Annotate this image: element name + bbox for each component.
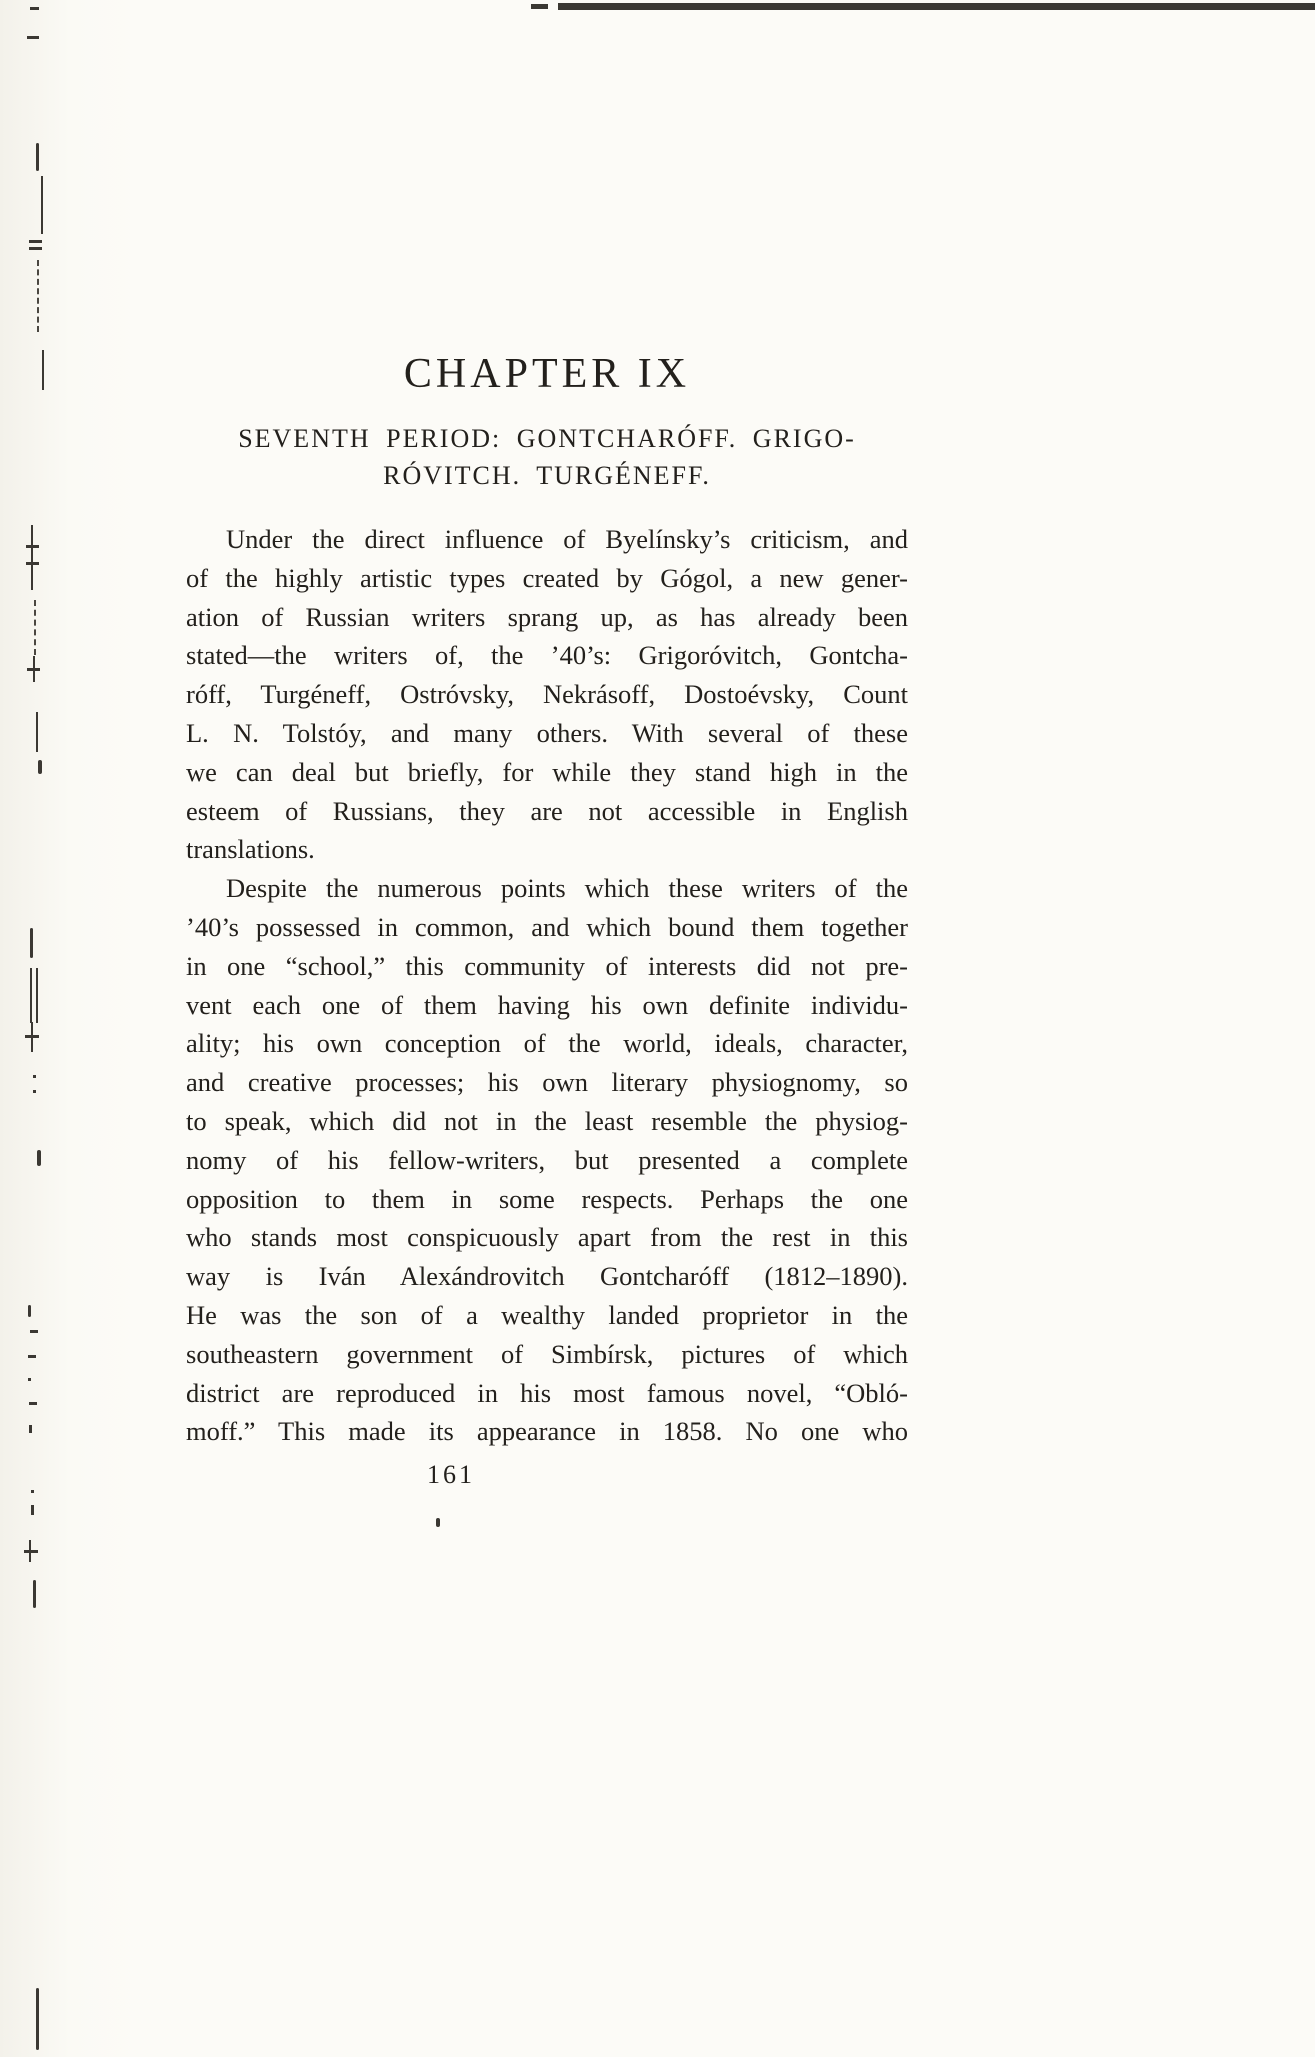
text-line: translations. bbox=[186, 834, 315, 865]
scan-artifact bbox=[31, 525, 33, 590]
scan-artifact bbox=[30, 928, 33, 958]
chapter-heading: CHAPTER IX bbox=[403, 351, 691, 397]
scan-artifact bbox=[30, 7, 39, 10]
scan-artifact bbox=[436, 1518, 440, 1527]
scan-artifact bbox=[29, 1402, 37, 1405]
scan-artifact bbox=[29, 1425, 32, 1433]
text-line: opposition to them in some respects. Perhaps the one bbox=[186, 1183, 908, 1214]
scan-artifact bbox=[36, 143, 39, 171]
text-line: way is Iván Alexándrovitch Gontcharóff (1812–1890). bbox=[186, 1261, 908, 1292]
scan-artifact bbox=[28, 1355, 36, 1358]
scan-artifact bbox=[41, 176, 43, 234]
scan-artifact bbox=[33, 1075, 36, 1078]
text-line: in one “school,” this community of interests did not pre- bbox=[186, 950, 908, 981]
text-line: L. N. Tolstóy, and many others. With several of these bbox=[186, 717, 908, 748]
text-line: we can deal but briefly, for while they stand high in the bbox=[186, 756, 908, 787]
scan-artifact bbox=[36, 968, 38, 1023]
text-line: Despite the numerous points which these writers of the bbox=[226, 873, 908, 904]
scan-artifact bbox=[28, 1378, 31, 1381]
scan-artifact bbox=[37, 1150, 41, 1166]
text-line: Under the direct influence of Byelínsky’s criticism, and bbox=[226, 524, 908, 554]
scan-artifact bbox=[37, 260, 39, 332]
text-line: who stands most conspicuously apart from the rest in this bbox=[186, 1222, 908, 1253]
page-number: 161 bbox=[427, 1460, 475, 1490]
text-line: esteem of Russians, they are not accessible in English bbox=[186, 795, 908, 826]
text-line: ality; his own conception of the world, ideals, character, bbox=[186, 1028, 908, 1059]
chapter-subtitle bbox=[186, 420, 908, 494]
text-line: vent each one of them having his own definite individu- bbox=[186, 989, 908, 1020]
scan-artifact bbox=[27, 36, 39, 39]
text-line: ation of Russian writers sprang up, as has already been bbox=[186, 601, 908, 632]
text-line: stated—the writers of, the ’40’s: Grigoróvitch, Gontcha- bbox=[186, 640, 908, 671]
scan-artifact bbox=[33, 1090, 36, 1093]
text-line: of the highly artistic types created by Gógol, a new gener- bbox=[186, 562, 908, 593]
chapter-subtitle-line: RÓVITCH. TURGÉNEFF. bbox=[383, 461, 711, 490]
text-line: ’40’s possessed in common, and which bound them together bbox=[186, 911, 908, 942]
scan-artifact bbox=[42, 350, 44, 390]
text-block bbox=[186, 0, 908, 1493]
scan-artifact bbox=[29, 247, 42, 250]
chapter-subtitle-line: SEVENTH PERIOD: GONTCHARÓFF. GRIGO- bbox=[238, 424, 856, 453]
text-line: nomy of his fellow-writers, but presented a complete bbox=[186, 1144, 908, 1175]
scan-artifact bbox=[36, 1988, 39, 2050]
scan-artifact bbox=[26, 562, 39, 565]
scan-artifact bbox=[26, 545, 39, 548]
text-line: district are reproduced in his most famous novel, “Obló- bbox=[186, 1377, 908, 1408]
scan-artifact bbox=[30, 968, 32, 1023]
text-line: róff, Turgéneff, Ostróvsky, Nekrásoff, Dostoévsky, Count bbox=[186, 679, 908, 710]
scan-artifact bbox=[28, 1305, 31, 1317]
scan-artifact bbox=[38, 760, 42, 774]
text-line: to speak, which did not in the least resemble the physiog- bbox=[186, 1105, 908, 1136]
text-line: and creative processes; his own literary physiognomy, so bbox=[186, 1067, 908, 1098]
text-line: He was the son of a wealthy landed proprietor in the bbox=[186, 1299, 908, 1330]
scan-artifact bbox=[29, 240, 42, 243]
scan-artifact bbox=[24, 1550, 38, 1553]
scan-artifact bbox=[30, 1330, 38, 1333]
scan-artifact bbox=[33, 1580, 36, 1608]
scan-artifact bbox=[31, 1505, 34, 1515]
scan-artifact bbox=[31, 1490, 34, 1493]
text-line: moff.” This made its appearance in 1858. No one who bbox=[186, 1416, 908, 1447]
body-text bbox=[186, 520, 908, 1451]
scan-artifact bbox=[31, 1022, 33, 1052]
scan-artifact bbox=[36, 712, 38, 752]
scan-artifact bbox=[33, 656, 35, 682]
text-line: southeastern government of Simbírsk, pictures of which bbox=[186, 1338, 908, 1369]
scan-artifact bbox=[34, 600, 36, 655]
scan-artifact bbox=[29, 1540, 31, 1562]
